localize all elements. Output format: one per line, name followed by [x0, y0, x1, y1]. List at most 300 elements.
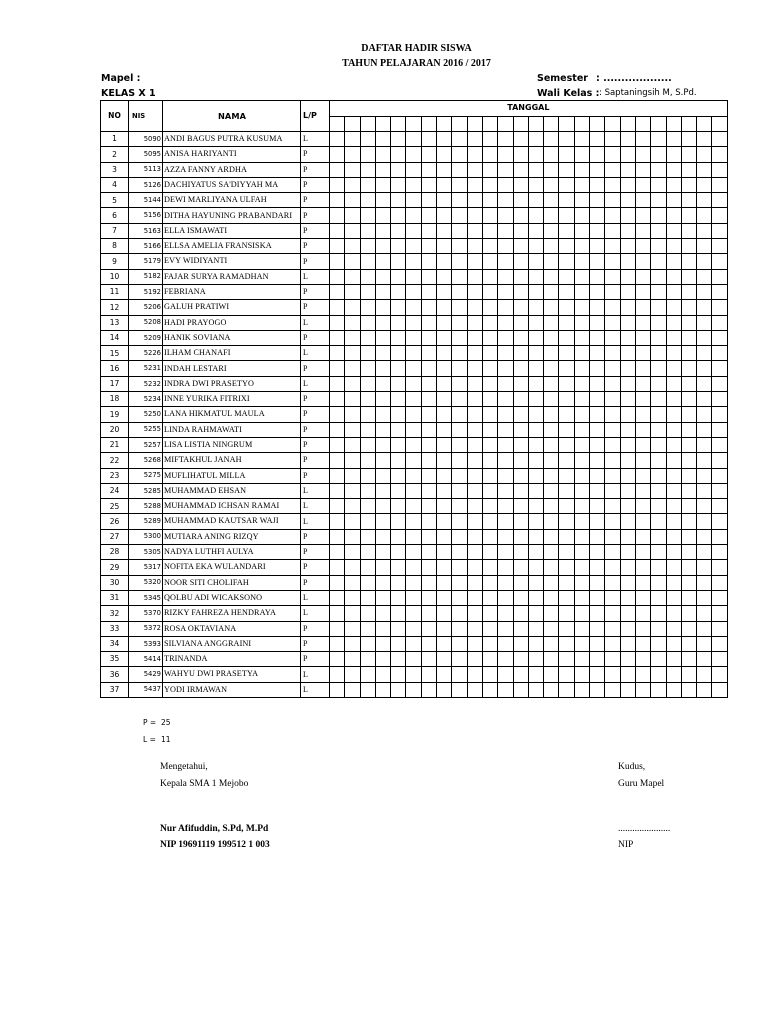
attendance-cell[interactable] — [360, 284, 375, 299]
attendance-cell[interactable] — [605, 422, 620, 437]
attendance-cell[interactable] — [437, 636, 452, 651]
attendance-cell[interactable] — [574, 590, 589, 605]
attendance-cell[interactable] — [666, 499, 681, 514]
attendance-cell[interactable] — [666, 392, 681, 407]
attendance-cell[interactable] — [651, 636, 666, 651]
attendance-cell[interactable] — [681, 223, 696, 238]
attendance-cell[interactable] — [345, 300, 360, 315]
attendance-cell[interactable] — [360, 483, 375, 498]
attendance-cell[interactable] — [712, 269, 727, 284]
attendance-cell[interactable] — [651, 560, 666, 575]
attendance-cell[interactable] — [360, 254, 375, 269]
attendance-cell[interactable] — [482, 330, 497, 345]
attendance-cell[interactable] — [574, 346, 589, 361]
attendance-cell[interactable] — [421, 132, 436, 147]
attendance-cell[interactable] — [345, 193, 360, 208]
attendance-cell[interactable] — [697, 330, 712, 345]
attendance-cell[interactable] — [421, 223, 436, 238]
attendance-cell[interactable] — [590, 682, 605, 697]
attendance-cell[interactable] — [330, 284, 345, 299]
attendance-cell[interactable] — [360, 223, 375, 238]
attendance-cell[interactable] — [651, 162, 666, 177]
attendance-cell[interactable] — [620, 422, 635, 437]
attendance-cell[interactable] — [406, 606, 421, 621]
attendance-cell[interactable] — [651, 682, 666, 697]
attendance-cell[interactable] — [375, 407, 390, 422]
attendance-cell[interactable] — [406, 667, 421, 682]
attendance-cell[interactable] — [482, 545, 497, 560]
attendance-cell[interactable] — [620, 621, 635, 636]
attendance-cell[interactable] — [559, 132, 574, 147]
attendance-cell[interactable] — [605, 284, 620, 299]
attendance-cell[interactable] — [406, 652, 421, 667]
attendance-cell[interactable] — [437, 453, 452, 468]
attendance-cell[interactable] — [345, 575, 360, 590]
attendance-cell[interactable] — [651, 545, 666, 560]
attendance-cell[interactable] — [635, 147, 650, 162]
attendance-cell[interactable] — [330, 422, 345, 437]
attendance-cell[interactable] — [620, 560, 635, 575]
attendance-cell[interactable] — [375, 193, 390, 208]
attendance-cell[interactable] — [528, 606, 543, 621]
attendance-cell[interactable] — [421, 575, 436, 590]
attendance-cell[interactable] — [590, 529, 605, 544]
attendance-cell[interactable] — [712, 514, 727, 529]
attendance-cell[interactable] — [391, 621, 406, 636]
attendance-cell[interactable] — [559, 453, 574, 468]
attendance-cell[interactable] — [681, 162, 696, 177]
attendance-cell[interactable] — [651, 254, 666, 269]
attendance-cell[interactable] — [437, 682, 452, 697]
attendance-cell[interactable] — [345, 499, 360, 514]
attendance-cell[interactable] — [559, 147, 574, 162]
attendance-cell[interactable] — [391, 606, 406, 621]
attendance-cell[interactable] — [421, 545, 436, 560]
attendance-cell[interactable] — [421, 514, 436, 529]
attendance-cell[interactable] — [635, 269, 650, 284]
attendance-cell[interactable] — [574, 132, 589, 147]
attendance-cell[interactable] — [681, 147, 696, 162]
attendance-cell[interactable] — [360, 453, 375, 468]
attendance-cell[interactable] — [467, 208, 482, 223]
attendance-cell[interactable] — [635, 162, 650, 177]
attendance-cell[interactable] — [452, 376, 467, 391]
attendance-cell[interactable] — [437, 621, 452, 636]
attendance-cell[interactable] — [528, 223, 543, 238]
attendance-cell[interactable] — [406, 346, 421, 361]
attendance-cell[interactable] — [452, 208, 467, 223]
attendance-cell[interactable] — [513, 269, 528, 284]
attendance-cell[interactable] — [391, 529, 406, 544]
attendance-cell[interactable] — [666, 239, 681, 254]
attendance-cell[interactable] — [574, 621, 589, 636]
attendance-cell[interactable] — [590, 147, 605, 162]
attendance-cell[interactable] — [498, 575, 513, 590]
attendance-cell[interactable] — [712, 468, 727, 483]
attendance-cell[interactable] — [574, 208, 589, 223]
attendance-cell[interactable] — [712, 499, 727, 514]
attendance-cell[interactable] — [590, 499, 605, 514]
attendance-cell[interactable] — [345, 636, 360, 651]
attendance-cell[interactable] — [391, 590, 406, 605]
attendance-cell[interactable] — [437, 284, 452, 299]
attendance-cell[interactable] — [513, 239, 528, 254]
attendance-cell[interactable] — [375, 575, 390, 590]
attendance-cell[interactable] — [421, 208, 436, 223]
attendance-cell[interactable] — [513, 682, 528, 697]
attendance-cell[interactable] — [544, 239, 559, 254]
attendance-cell[interactable] — [421, 667, 436, 682]
attendance-cell[interactable] — [452, 545, 467, 560]
attendance-cell[interactable] — [482, 147, 497, 162]
attendance-cell[interactable] — [620, 300, 635, 315]
attendance-cell[interactable] — [590, 346, 605, 361]
attendance-cell[interactable] — [681, 177, 696, 192]
attendance-cell[interactable] — [620, 392, 635, 407]
attendance-cell[interactable] — [559, 392, 574, 407]
attendance-cell[interactable] — [345, 514, 360, 529]
attendance-cell[interactable] — [651, 483, 666, 498]
attendance-cell[interactable] — [421, 193, 436, 208]
attendance-cell[interactable] — [605, 499, 620, 514]
attendance-cell[interactable] — [513, 422, 528, 437]
attendance-cell[interactable] — [452, 453, 467, 468]
attendance-cell[interactable] — [437, 667, 452, 682]
attendance-cell[interactable] — [528, 590, 543, 605]
attendance-cell[interactable] — [712, 422, 727, 437]
attendance-cell[interactable] — [406, 407, 421, 422]
attendance-cell[interactable] — [391, 223, 406, 238]
attendance-cell[interactable] — [559, 346, 574, 361]
attendance-cell[interactable] — [360, 667, 375, 682]
attendance-cell[interactable] — [697, 545, 712, 560]
attendance-cell[interactable] — [620, 636, 635, 651]
attendance-cell[interactable] — [421, 269, 436, 284]
attendance-cell[interactable] — [360, 437, 375, 452]
attendance-cell[interactable] — [681, 346, 696, 361]
attendance-cell[interactable] — [712, 300, 727, 315]
attendance-cell[interactable] — [375, 667, 390, 682]
attendance-cell[interactable] — [574, 575, 589, 590]
attendance-cell[interactable] — [406, 545, 421, 560]
attendance-cell[interactable] — [482, 223, 497, 238]
attendance-cell[interactable] — [651, 392, 666, 407]
attendance-cell[interactable] — [421, 300, 436, 315]
attendance-cell[interactable] — [406, 483, 421, 498]
attendance-cell[interactable] — [712, 361, 727, 376]
attendance-cell[interactable] — [590, 132, 605, 147]
attendance-cell[interactable] — [666, 254, 681, 269]
attendance-cell[interactable] — [437, 132, 452, 147]
attendance-cell[interactable] — [590, 407, 605, 422]
attendance-cell[interactable] — [498, 193, 513, 208]
attendance-cell[interactable] — [590, 239, 605, 254]
attendance-cell[interactable] — [330, 208, 345, 223]
attendance-cell[interactable] — [559, 514, 574, 529]
attendance-cell[interactable] — [513, 361, 528, 376]
attendance-cell[interactable] — [559, 422, 574, 437]
attendance-cell[interactable] — [651, 147, 666, 162]
attendance-cell[interactable] — [498, 330, 513, 345]
attendance-cell[interactable] — [498, 483, 513, 498]
attendance-cell[interactable] — [406, 621, 421, 636]
attendance-cell[interactable] — [421, 239, 436, 254]
attendance-cell[interactable] — [345, 346, 360, 361]
attendance-cell[interactable] — [605, 315, 620, 330]
attendance-cell[interactable] — [635, 330, 650, 345]
attendance-cell[interactable] — [697, 606, 712, 621]
attendance-cell[interactable] — [590, 315, 605, 330]
attendance-cell[interactable] — [513, 499, 528, 514]
attendance-cell[interactable] — [482, 529, 497, 544]
attendance-cell[interactable] — [498, 682, 513, 697]
attendance-cell[interactable] — [421, 606, 436, 621]
attendance-cell[interactable] — [498, 652, 513, 667]
attendance-cell[interactable] — [406, 193, 421, 208]
attendance-cell[interactable] — [360, 147, 375, 162]
attendance-cell[interactable] — [528, 514, 543, 529]
attendance-cell[interactable] — [528, 208, 543, 223]
attendance-cell[interactable] — [666, 315, 681, 330]
attendance-cell[interactable] — [666, 147, 681, 162]
attendance-cell[interactable] — [605, 392, 620, 407]
attendance-cell[interactable] — [467, 529, 482, 544]
attendance-cell[interactable] — [360, 392, 375, 407]
attendance-cell[interactable] — [574, 529, 589, 544]
attendance-cell[interactable] — [375, 606, 390, 621]
attendance-cell[interactable] — [513, 545, 528, 560]
attendance-cell[interactable] — [467, 422, 482, 437]
attendance-cell[interactable] — [513, 437, 528, 452]
attendance-cell[interactable] — [559, 437, 574, 452]
attendance-cell[interactable] — [375, 346, 390, 361]
attendance-cell[interactable] — [391, 682, 406, 697]
attendance-cell[interactable] — [620, 682, 635, 697]
attendance-cell[interactable] — [513, 575, 528, 590]
attendance-cell[interactable] — [452, 437, 467, 452]
attendance-cell[interactable] — [391, 162, 406, 177]
attendance-cell[interactable] — [391, 254, 406, 269]
attendance-cell[interactable] — [681, 208, 696, 223]
attendance-cell[interactable] — [406, 499, 421, 514]
attendance-cell[interactable] — [681, 652, 696, 667]
attendance-cell[interactable] — [712, 636, 727, 651]
attendance-cell[interactable] — [406, 330, 421, 345]
attendance-cell[interactable] — [437, 652, 452, 667]
attendance-cell[interactable] — [391, 300, 406, 315]
attendance-cell[interactable] — [437, 468, 452, 483]
attendance-cell[interactable] — [375, 453, 390, 468]
attendance-cell[interactable] — [513, 392, 528, 407]
attendance-cell[interactable] — [345, 560, 360, 575]
attendance-cell[interactable] — [482, 193, 497, 208]
attendance-cell[interactable] — [482, 162, 497, 177]
attendance-cell[interactable] — [498, 300, 513, 315]
attendance-cell[interactable] — [559, 330, 574, 345]
attendance-cell[interactable] — [528, 636, 543, 651]
attendance-cell[interactable] — [574, 407, 589, 422]
attendance-cell[interactable] — [697, 621, 712, 636]
attendance-cell[interactable] — [375, 590, 390, 605]
attendance-cell[interactable] — [635, 636, 650, 651]
attendance-cell[interactable] — [498, 392, 513, 407]
attendance-cell[interactable] — [635, 346, 650, 361]
attendance-cell[interactable] — [360, 407, 375, 422]
attendance-cell[interactable] — [620, 376, 635, 391]
attendance-cell[interactable] — [421, 468, 436, 483]
attendance-cell[interactable] — [360, 361, 375, 376]
attendance-cell[interactable] — [360, 330, 375, 345]
attendance-cell[interactable] — [651, 529, 666, 544]
attendance-cell[interactable] — [620, 437, 635, 452]
attendance-cell[interactable] — [452, 483, 467, 498]
attendance-cell[interactable] — [528, 652, 543, 667]
attendance-cell[interactable] — [559, 529, 574, 544]
attendance-cell[interactable] — [482, 590, 497, 605]
attendance-cell[interactable] — [651, 315, 666, 330]
attendance-cell[interactable] — [559, 621, 574, 636]
attendance-cell[interactable] — [666, 621, 681, 636]
attendance-cell[interactable] — [681, 621, 696, 636]
attendance-cell[interactable] — [437, 392, 452, 407]
attendance-cell[interactable] — [360, 376, 375, 391]
attendance-cell[interactable] — [620, 361, 635, 376]
attendance-cell[interactable] — [345, 407, 360, 422]
attendance-cell[interactable] — [360, 514, 375, 529]
attendance-cell[interactable] — [437, 162, 452, 177]
attendance-cell[interactable] — [620, 667, 635, 682]
attendance-cell[interactable] — [391, 315, 406, 330]
attendance-cell[interactable] — [360, 422, 375, 437]
attendance-cell[interactable] — [528, 132, 543, 147]
attendance-cell[interactable] — [345, 162, 360, 177]
attendance-cell[interactable] — [605, 162, 620, 177]
attendance-cell[interactable] — [467, 606, 482, 621]
attendance-cell[interactable] — [697, 560, 712, 575]
attendance-cell[interactable] — [712, 407, 727, 422]
attendance-cell[interactable] — [467, 575, 482, 590]
attendance-cell[interactable] — [528, 315, 543, 330]
attendance-cell[interactable] — [697, 636, 712, 651]
attendance-cell[interactable] — [605, 453, 620, 468]
attendance-cell[interactable] — [574, 177, 589, 192]
attendance-cell[interactable] — [406, 529, 421, 544]
attendance-cell[interactable] — [681, 269, 696, 284]
attendance-cell[interactable] — [513, 208, 528, 223]
attendance-cell[interactable] — [635, 652, 650, 667]
attendance-cell[interactable] — [391, 269, 406, 284]
attendance-cell[interactable] — [697, 132, 712, 147]
attendance-cell[interactable] — [574, 239, 589, 254]
attendance-cell[interactable] — [666, 606, 681, 621]
attendance-cell[interactable] — [452, 621, 467, 636]
attendance-cell[interactable] — [513, 636, 528, 651]
attendance-cell[interactable] — [544, 132, 559, 147]
attendance-cell[interactable] — [421, 376, 436, 391]
attendance-cell[interactable] — [452, 606, 467, 621]
attendance-cell[interactable] — [437, 376, 452, 391]
attendance-cell[interactable] — [559, 223, 574, 238]
attendance-cell[interactable] — [574, 514, 589, 529]
attendance-cell[interactable] — [452, 300, 467, 315]
attendance-cell[interactable] — [406, 453, 421, 468]
attendance-cell[interactable] — [620, 254, 635, 269]
attendance-cell[interactable] — [605, 376, 620, 391]
attendance-cell[interactable] — [712, 606, 727, 621]
attendance-cell[interactable] — [482, 254, 497, 269]
attendance-cell[interactable] — [330, 606, 345, 621]
attendance-cell[interactable] — [406, 254, 421, 269]
attendance-cell[interactable] — [544, 422, 559, 437]
attendance-cell[interactable] — [651, 284, 666, 299]
attendance-cell[interactable] — [605, 682, 620, 697]
attendance-cell[interactable] — [345, 284, 360, 299]
attendance-cell[interactable] — [513, 330, 528, 345]
attendance-cell[interactable] — [697, 468, 712, 483]
attendance-cell[interactable] — [452, 330, 467, 345]
attendance-cell[interactable] — [452, 636, 467, 651]
attendance-cell[interactable] — [330, 560, 345, 575]
attendance-cell[interactable] — [590, 208, 605, 223]
attendance-cell[interactable] — [697, 499, 712, 514]
attendance-cell[interactable] — [513, 223, 528, 238]
attendance-cell[interactable] — [375, 545, 390, 560]
attendance-cell[interactable] — [452, 422, 467, 437]
attendance-cell[interactable] — [697, 147, 712, 162]
attendance-cell[interactable] — [467, 239, 482, 254]
attendance-cell[interactable] — [360, 193, 375, 208]
attendance-cell[interactable] — [590, 483, 605, 498]
attendance-cell[interactable] — [605, 636, 620, 651]
attendance-cell[interactable] — [544, 361, 559, 376]
attendance-cell[interactable] — [482, 132, 497, 147]
attendance-cell[interactable] — [391, 376, 406, 391]
attendance-cell[interactable] — [574, 437, 589, 452]
attendance-cell[interactable] — [697, 162, 712, 177]
attendance-cell[interactable] — [406, 376, 421, 391]
attendance-cell[interactable] — [681, 545, 696, 560]
attendance-cell[interactable] — [666, 330, 681, 345]
attendance-cell[interactable] — [345, 590, 360, 605]
attendance-cell[interactable] — [590, 468, 605, 483]
attendance-cell[interactable] — [605, 132, 620, 147]
attendance-cell[interactable] — [482, 346, 497, 361]
attendance-cell[interactable] — [452, 223, 467, 238]
attendance-cell[interactable] — [528, 468, 543, 483]
attendance-cell[interactable] — [605, 330, 620, 345]
attendance-cell[interactable] — [360, 499, 375, 514]
attendance-cell[interactable] — [375, 682, 390, 697]
attendance-cell[interactable] — [330, 621, 345, 636]
attendance-cell[interactable] — [528, 361, 543, 376]
attendance-cell[interactable] — [391, 147, 406, 162]
attendance-cell[interactable] — [605, 652, 620, 667]
attendance-cell[interactable] — [360, 652, 375, 667]
attendance-cell[interactable] — [528, 560, 543, 575]
attendance-cell[interactable] — [406, 560, 421, 575]
attendance-cell[interactable] — [605, 407, 620, 422]
attendance-cell[interactable] — [651, 468, 666, 483]
attendance-cell[interactable] — [437, 177, 452, 192]
attendance-cell[interactable] — [452, 392, 467, 407]
attendance-cell[interactable] — [467, 499, 482, 514]
attendance-cell[interactable] — [590, 193, 605, 208]
attendance-cell[interactable] — [330, 545, 345, 560]
attendance-cell[interactable] — [513, 468, 528, 483]
attendance-cell[interactable] — [437, 315, 452, 330]
attendance-cell[interactable] — [651, 667, 666, 682]
attendance-cell[interactable] — [528, 667, 543, 682]
